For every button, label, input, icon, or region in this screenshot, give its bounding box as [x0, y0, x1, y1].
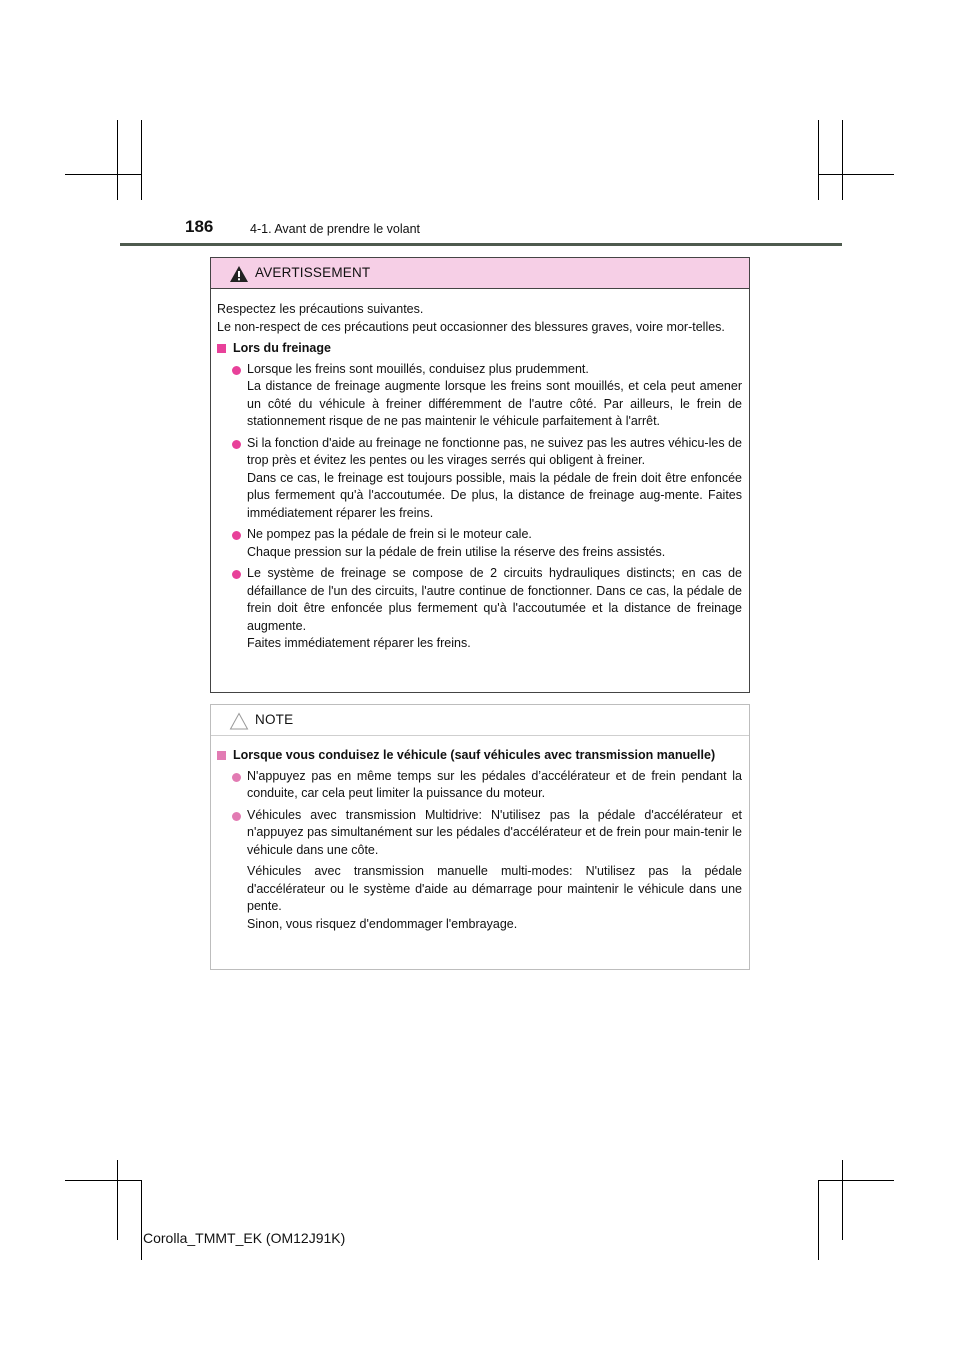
note-heading: [217, 747, 742, 765]
item-line: N'appuyez pas en même temps sur les pédales d’accélérateur et de frein pendant la conduite, car cela peut limiter la puissance du moteur.: [247, 768, 742, 800]
circle-bullet-icon: [232, 812, 241, 821]
warning-label: AVERTISSEMENT: [255, 265, 371, 280]
item-line: Ne pompez pas la pédale de frein si le moteur cale.: [247, 527, 532, 541]
item-line: Si la fonction d'aide au freinage ne fonctionne pas, ne suivez pas les autres véhicu-les de trop près et évitez les pentes ou les virages serrés qui obligent à freiner.: [247, 435, 742, 467]
square-bullet-icon: [217, 751, 226, 760]
crop-mark: [141, 1180, 142, 1260]
circle-bullet-icon: [232, 773, 241, 782]
warning-heading-text: Lors du freinage: [233, 341, 331, 355]
intro-line: Le non-respect de ces précautions peut occasionner des blessures graves, voire mor-telles.: [217, 319, 725, 334]
sub-line: Sinon, vous risquez d'endommager l'embrayage.: [247, 916, 518, 931]
warning-intro: [217, 301, 742, 336]
page-number: 186: [185, 217, 214, 236]
circle-bullet-icon: [232, 531, 241, 540]
crop-mark: [117, 1160, 118, 1240]
warning-item: [217, 565, 742, 653]
crop-mark: [818, 1180, 894, 1181]
footer-text: Corolla_TMMT_EK (OM12J91K): [143, 1230, 346, 1246]
crop-mark: [65, 174, 141, 175]
note-item: [217, 768, 742, 803]
crop-mark: [842, 120, 843, 200]
note-label: NOTE: [255, 712, 294, 727]
crop-mark: [65, 1180, 141, 1181]
square-bullet-icon: [217, 344, 226, 353]
crop-mark: [117, 120, 118, 200]
circle-bullet-icon: [232, 366, 241, 375]
circle-bullet-icon: [232, 440, 241, 449]
sub-line: Véhicules avec transmission manuelle multi-modes: N'utilisez pas la pédale d'accélérateur ou le système d'aide au démarrage pour maintenir le véhicule dans une pente.: [247, 864, 742, 913]
intro-line: Respectez les précautions suivantes.: [217, 302, 424, 316]
item-line: Faites immédiatement réparer les freins.: [247, 636, 471, 650]
item-line: Lorsque les freins sont mouillés, conduisez plus prudemment.: [247, 361, 589, 376]
header-rule: [120, 243, 842, 246]
circle-bullet-icon: [232, 570, 241, 579]
item-line: Le système de freinage se compose de 2 circuits hydrauliques distincts; en cas de défaillance de l'un des circuits, l'autre continue de fonctionner. Dans ce cas, la pédale de frein doit être enfoncée plus fermement qu'à l'accoutumée et la distance de freinage augmente.: [247, 566, 742, 633]
crop-mark: [141, 120, 142, 200]
note-sub-paragraph: [217, 863, 742, 933]
crop-mark: [818, 1180, 819, 1260]
warning-item: [217, 361, 742, 431]
note-box: [210, 704, 750, 970]
warning-header: [211, 258, 749, 289]
warning-triangle-icon: [229, 265, 249, 283]
warning-heading: [217, 340, 742, 358]
section-title: 4-1. Avant de prendre le volant: [250, 222, 421, 236]
warning-content: [217, 301, 742, 657]
crop-mark: [818, 174, 894, 175]
item-line: Dans ce cas, le freinage est toujours possible, mais la pédale de frein doit être enfoncée plus fermement qu'à l'accoutumée. De plus, la distance de freinage aug-mente. Faites immédiatement réparer les freins.: [247, 470, 742, 520]
warning-item: [217, 435, 742, 523]
note-item: [217, 807, 742, 860]
note-heading-text: Lorsque vous conduisez le véhicule (sauf véhicules avec transmission manuelle): [233, 748, 716, 762]
crop-mark: [842, 1160, 843, 1240]
crop-mark: [818, 120, 819, 200]
item-line: Véhicules avec transmission Multidrive: N'utilisez pas la pédale d'accélérateur et n'appuyez pas simultanément sur les pédales d'accélérateur et de frein pour main-tenir le véhicule dans une côte.: [247, 807, 742, 857]
note-content: [217, 747, 742, 933]
warning-box: [210, 257, 750, 693]
caution-triangle-icon: [229, 712, 249, 730]
warning-item: [217, 526, 742, 561]
item-line: La distance de freinage augmente lorsque les freins sont mouillés, et cela peut amener un côté du véhicule à freiner différemment de l'autre côté. Par ailleurs, le frein de stationnement risque de ne pas maintenir le véhicule parfaitement à l'arrêt.: [247, 379, 742, 428]
note-header: [211, 705, 749, 736]
item-line: Chaque pression sur la pédale de frein utilise la réserve des freins assistés.: [247, 544, 666, 559]
